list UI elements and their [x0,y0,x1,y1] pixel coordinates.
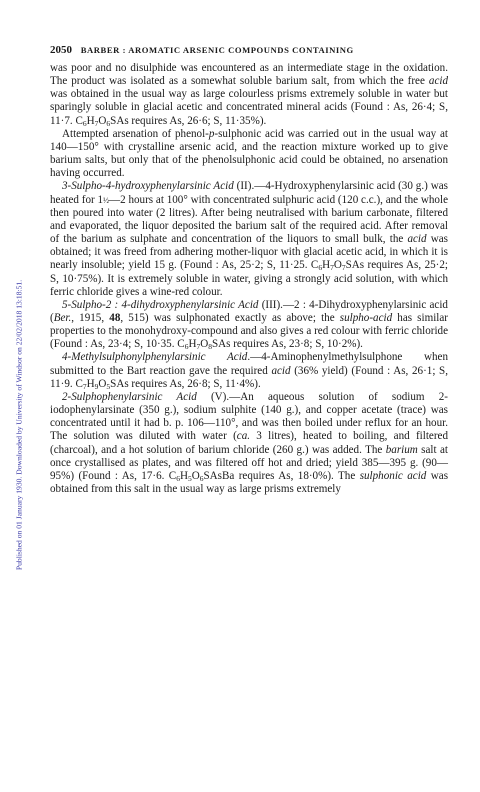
text-run: , 1915, [71,311,110,324]
italic-term: acid [407,233,427,246]
text-run: H [86,114,95,127]
italic-term: acid [428,75,448,88]
text-run: SAsBa requires As, 18·0%). The [203,469,360,482]
paragraph-5 [50,351,448,390]
text-run: H [188,338,197,351]
text-run: has similar properties to the monohydroxy-compound and also gives a red colour with ferric chloride (Found : As, 23·4; S, 10·35. C [50,311,448,351]
text-run: (36% yield) (Found : As, 26·1; S, 11·9. C [50,364,448,390]
italic-term: barium [385,443,418,456]
formula-subscript: 6 [176,473,180,483]
text-run: O [200,338,209,351]
compound-heading: 2-Sulphophenylarsinic Acid [62,390,197,403]
text-run: —2 hours at 100° with concentrated sulphuric acid (120 c.c.), and the whole then poured into water (2 litres). After being neutralised with barium carbonate, filtered and evaporated, the liquor deposited the barium salt of the required acid. After removal of the barium as sulphate and concentration of the liquors to small bulk, the [50,193,448,246]
compound-heading: 3-Sulpho-4-hydroxyphenylarsinic Acid [62,180,234,193]
text-run: SAs requires As, 26·8; S, 11·4%). [110,377,261,390]
text-run: O [98,114,107,127]
formula-subscript: 7 [94,118,99,128]
formula-subscript: 6 [184,342,189,352]
compound-heading: 5-Sulpho-2 : 4-dihydroxyphenylarsinic Acid [62,298,259,311]
text-run: H [322,259,331,272]
text-run: H [179,469,188,482]
download-notice: Published on 01 January 1930. Downloaded by University of Windsor on 22/02/2018 13:18:51. [14,279,24,571]
text-run: -sulphonic acid was carried out in the usual way at 140—150° with crystalline arsenic acid, and the reaction mixture worked up to give barium salts, but only that of the phenolsulphonic acid could be obtained, no arsenation having occurred. [50,127,448,180]
formula-subscript: 6 [318,263,323,273]
text-run: was obtained; it was freed from adhering mother-liquor with glacial acetic acid, in which it is nearly insoluble; yield 15 g. (Found : As, 25·2; S, 11·25. C [50,233,448,272]
text-run: SAs requires As, 25·2; S, 10·75%). It is extremely soluble in water, giving a strongly acid solution, with which ferric chloride gives a wine-red colour. [50,259,448,298]
text-run: was obtained in the usual way as large colourless prisms extremely soluble in water but sparingly soluble in glacial acetic and concentrated mineral acids (Found : As, 26·4; S, 11·7. C [50,88,448,127]
fraction: ½ [103,195,110,205]
text-run: was obtained from this salt in the usual way as large prisms extremely [50,469,449,495]
page-number: 2050 [50,44,72,56]
formula-subscript: 6 [199,473,204,483]
text-run: (II).—4-Hydroxyphenylarsinic acid (30 g.) was heated for 1 [50,180,448,206]
italic-term: ca. [236,430,251,443]
formula-subscript: 5 [106,381,111,391]
formula-subscript: 5 [187,473,192,483]
running-title: BARBER : AROMATIC ARSENIC COMPOUNDS CONTAINING [80,45,354,55]
text-run: O [98,377,107,390]
formula-subscript: 6 [106,118,111,128]
text-run: O [333,259,342,272]
formula-subscript: 8 [208,342,212,352]
text-run: SAs requires As, 23·8; S, 10·2%). [211,338,363,351]
formula-subscript: 7 [196,342,201,352]
text-run: 3 litres), heated to boiling, and filtered (charcoal), and a hot solution of barium chloride (260 g.) was added. The [50,430,448,456]
formula-subscript: 7 [82,381,87,391]
compound-heading: 4-Methylsulphonylphenylarsinic Acid [62,351,248,364]
paragraph-2 [50,128,448,181]
text-run: (V).—An aqueous solution of sodium 2-iodophenylarsinate (350 g.), sodium sulphite (140 g.), and copper acetate (trace) was concentrated until it had b. p. 106—110°, and was then boiled under reflux for an hour. The solution was diluted with water ( [50,390,448,443]
text-run: Attempted arsenation of phenol- [62,127,209,140]
paragraph-1 [50,62,448,128]
paragraph-4 [50,299,448,352]
paragraph-3 [50,180,448,298]
italic-term: sulphonic acid [359,469,427,482]
italic-term: p [208,127,215,140]
paragraph-6 [50,391,448,496]
text-run: SAs requires As, 26·6; S, 11·35%). [110,114,267,127]
text-run: O [191,469,200,482]
text-run: (III).—2 : 4-Dihydroxyphenylarsinic acid ( [50,298,448,324]
italic-term: acid [271,364,291,377]
formula-subscript: 9 [94,381,99,391]
volume-number: 48 [109,311,121,324]
page-header [50,44,450,56]
text-run: H [86,377,95,390]
formula-subscript: 6 [82,118,87,128]
italic-term: sulpho-acid [339,311,393,324]
formula-subscript: 7 [341,263,346,273]
text-run: , 515) was sulphonated exactly as above; the [120,311,340,324]
text-run: .—4-Aminophenylmethylsulphone when submitted to the Bart reaction gave the required [50,351,448,377]
text-run: salt at once crystallised as plates, and was filtered off hot and dried; yield 385—395 g. (90—95%) (Found : As, 17·6. C [50,443,448,482]
formula-subscript: 7 [330,263,334,273]
download-watermark [14,210,24,640]
article-body [50,62,448,496]
journal-citation: Ber. [53,311,72,324]
text-run: was poor and no disulphide was encountered as an intermediate stage in the oxidation. The product was isolated as a somewhat soluble barium salt, from which the free [50,62,448,88]
